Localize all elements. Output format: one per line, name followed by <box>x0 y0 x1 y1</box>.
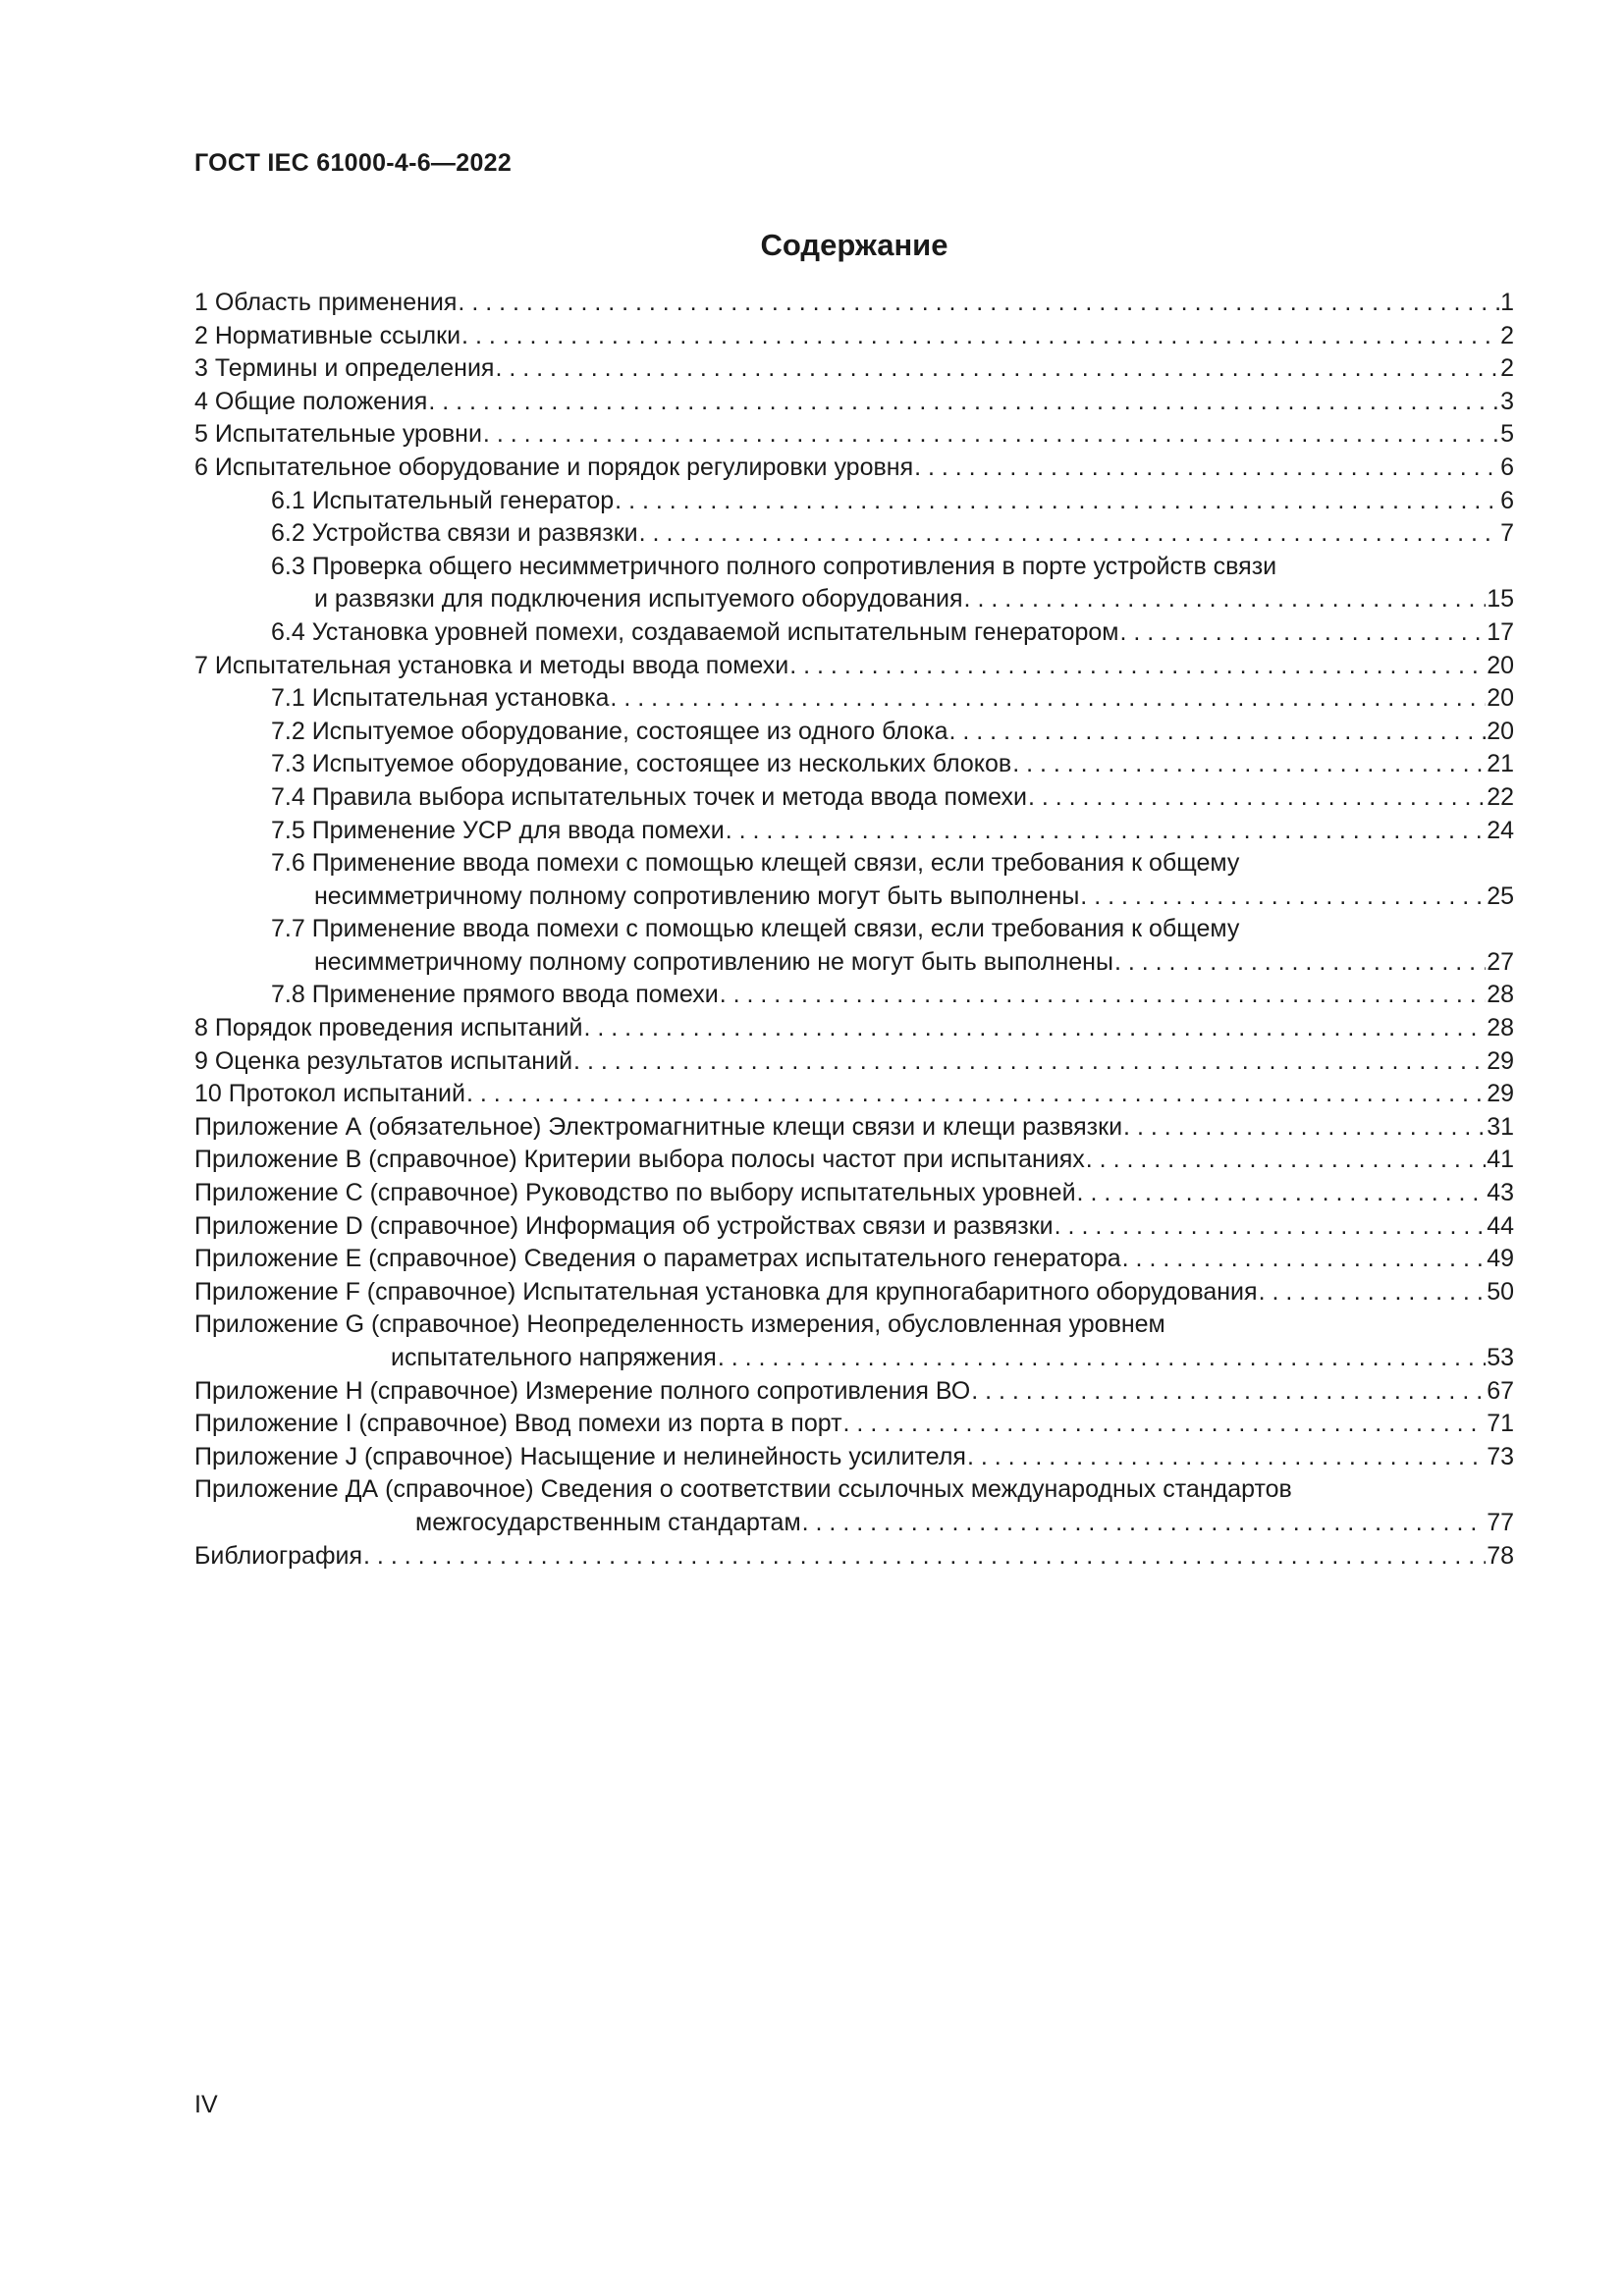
toc-entry-page: 20 <box>1487 684 1514 713</box>
toc-entry <box>194 517 1514 551</box>
toc-entry-title: Приложение D (справочное) Информация об устройствах связи и развязки <box>194 1211 1054 1240</box>
toc-entry <box>194 1177 1514 1210</box>
toc-leader-dots <box>789 650 1486 683</box>
toc-entry-page: 2 <box>1500 321 1514 349</box>
toc-leader-dots <box>1086 1144 1486 1177</box>
toc-entry-title: Приложение Н (справочное) Измерение полного сопротивления ВО <box>194 1376 971 1405</box>
toc-entry-title: Приложение ДА (справочное) Сведения о соответствии ссылочных международных стандартов <box>194 1475 1292 1504</box>
toc-entry-page: 50 <box>1487 1277 1514 1306</box>
toc-entry <box>194 287 1514 320</box>
toc-entry-page: 43 <box>1487 1179 1514 1207</box>
toc-leader-dots <box>914 452 1499 485</box>
toc-entry-page: 41 <box>1487 1146 1514 1174</box>
toc-leader-dots <box>1080 881 1486 914</box>
toc-leader-dots <box>1119 616 1486 650</box>
toc-entry-page: 44 <box>1487 1211 1514 1240</box>
toc-entry <box>194 748 1514 781</box>
toc-entry <box>194 650 1514 683</box>
toc-entry-title: 2 Нормативные ссылки <box>194 321 461 349</box>
toc-entry <box>194 1408 1514 1441</box>
document-code: ГОСТ IEC 61000-4-6—2022 <box>194 149 513 177</box>
toc-entry <box>194 1441 1514 1474</box>
toc-leader-dots <box>428 386 1499 419</box>
toc-entry-page: 5 <box>1500 420 1514 449</box>
toc-entry-title: испытательного напряжения <box>391 1344 717 1371</box>
toc-leader-dots <box>1122 1243 1487 1276</box>
toc-entry-page: 77 <box>1487 1508 1514 1536</box>
toc-entry <box>194 1243 1514 1276</box>
toc-leader-dots <box>573 1045 1486 1079</box>
toc-entry-title: 6.4 Установка уровней помехи, создаваемой испытательным генератором <box>271 617 1119 646</box>
toc-entry-page: 31 <box>1487 1112 1514 1141</box>
toc-leader-dots <box>1114 946 1486 980</box>
toc-leader-dots <box>1055 1210 1487 1244</box>
toc-entry-line <box>194 913 1514 946</box>
toc-entry-title: 7 Испытательная установка и методы ввода помехи <box>194 651 789 679</box>
toc-leader-dots <box>718 1342 1486 1375</box>
toc-entry-title: 7.6 Применение ввода помехи с помощью клещей связи, если требования к общему <box>271 849 1240 878</box>
toc-entry <box>194 682 1514 716</box>
toc-entry <box>194 386 1514 419</box>
table-of-contents <box>194 287 1514 1573</box>
toc-leader-dots <box>615 485 1499 518</box>
toc-entry-title: 9 Оценка результатов испытаний <box>194 1046 573 1075</box>
toc-leader-dots <box>483 418 1499 452</box>
toc-entry-title: Приложение А (обязательное) Электромагнитные клещи связи и клещи развязки <box>194 1112 1123 1141</box>
toc-leader-dots <box>720 979 1486 1012</box>
toc-entry-title: несимметричному полному сопротивлению могут быть выполнены <box>314 881 1080 910</box>
toc-leader-dots <box>1259 1276 1487 1309</box>
toc-leader-dots <box>949 716 1487 749</box>
toc-entry-page: 20 <box>1487 717 1514 745</box>
toc-entry-page: 7 <box>1500 519 1514 548</box>
toc-entry-title: 10 Протокол испытаний <box>194 1080 465 1108</box>
toc-leader-dots <box>802 1507 1487 1540</box>
toc-entry-page: 20 <box>1487 651 1514 679</box>
toc-leader-dots <box>1012 748 1486 781</box>
toc-entry-page: 15 <box>1487 585 1514 614</box>
toc-entry-page: 49 <box>1487 1245 1514 1273</box>
toc-leader-dots <box>726 815 1486 848</box>
toc-entry <box>194 1375 1514 1409</box>
toc-entry <box>194 452 1514 485</box>
toc-leader-dots <box>583 1012 1486 1045</box>
toc-entry <box>194 583 1514 616</box>
toc-leader-dots <box>458 287 1499 320</box>
toc-entry-page: 78 <box>1487 1541 1514 1570</box>
toc-entry-page: 2 <box>1500 354 1514 383</box>
toc-entry-page: 53 <box>1487 1344 1514 1371</box>
toc-entry <box>194 1111 1514 1145</box>
toc-leader-dots <box>1123 1111 1486 1145</box>
toc-title: Содержание <box>760 228 948 262</box>
toc-entry <box>194 1342 1514 1375</box>
toc-entry-title: 7.5 Применение УСР для ввода помехи <box>271 816 725 844</box>
toc-entry-page: 29 <box>1487 1080 1514 1108</box>
toc-leader-dots <box>466 1078 1486 1111</box>
toc-entry-page: 6 <box>1500 486 1514 514</box>
toc-entry-title: 5 Испытательные уровни <box>194 420 482 449</box>
toc-entry-title: Библиография <box>194 1541 363 1570</box>
toc-entry <box>194 1210 1514 1244</box>
toc-entry-page: 67 <box>1487 1376 1514 1405</box>
toc-entry-page: 21 <box>1487 750 1514 778</box>
toc-entry <box>194 320 1514 353</box>
toc-leader-dots <box>1077 1177 1487 1210</box>
toc-entry-title: 7.3 Испытуемое оборудование, состоящее из нескольких блоков <box>271 750 1012 778</box>
toc-entry <box>194 781 1514 815</box>
toc-entry-line <box>194 847 1514 881</box>
toc-entry-title: 3 Термины и определения <box>194 354 495 383</box>
toc-entry-title: Приложение J (справочное) Насыщение и нелинейность усилителя <box>194 1442 966 1470</box>
toc-entry-page: 1 <box>1500 289 1514 316</box>
toc-entry-title: несимметричному полному сопротивлению не могут быть выполнены <box>314 947 1113 976</box>
toc-entry-page: 24 <box>1487 816 1514 844</box>
toc-leader-dots <box>639 517 1499 551</box>
toc-leader-dots <box>843 1408 1487 1441</box>
toc-entry <box>194 946 1514 980</box>
toc-leader-dots <box>495 352 1499 386</box>
toc-entry <box>194 1045 1514 1079</box>
toc-entry <box>194 1276 1514 1309</box>
toc-entry-page: 73 <box>1487 1442 1514 1470</box>
toc-entry-title: 7.1 Испытательная установка <box>271 684 610 713</box>
toc-entry-title: 6 Испытательное оборудование и порядок регулировки уровня <box>194 453 914 481</box>
toc-entry <box>194 716 1514 749</box>
toc-entry-page: 29 <box>1487 1046 1514 1075</box>
toc-entry-title: Приложение G (справочное) Неопределенность измерения, обусловленная уровнем <box>194 1310 1165 1339</box>
toc-entry-title: 1 Область применения <box>194 289 458 316</box>
toc-entry-title: 6.1 Испытательный генератор <box>271 486 615 514</box>
toc-entry-title: 7.4 Правила выбора испытательных точек и метода ввода помехи <box>271 782 1027 811</box>
toc-entry-page: 71 <box>1487 1410 1514 1438</box>
toc-entry-title: 6.2 Устройства связи и развязки <box>271 519 638 548</box>
toc-entry-line <box>194 1308 1514 1342</box>
toc-entry <box>194 1540 1514 1574</box>
toc-entry-title: Приложение F (справочное) Испытательная установка для крупногабаритного оборудования <box>194 1277 1258 1306</box>
toc-entry <box>194 979 1514 1012</box>
toc-entry-line <box>194 1473 1514 1507</box>
toc-entry-title: 7.7 Применение ввода помехи с помощью клещей связи, если требования к общему <box>271 915 1240 943</box>
toc-entry <box>194 352 1514 386</box>
toc-entry-title: 6.3 Проверка общего несимметричного полного сопротивления в порте устройств связи <box>271 552 1277 580</box>
toc-entry-title: 7.2 Испытуемое оборудование, состоящее из одного блока <box>271 717 948 745</box>
toc-entry-title: и развязки для подключения испытуемого оборудования <box>314 585 963 614</box>
toc-entry-line <box>194 551 1514 584</box>
toc-entry <box>194 1507 1514 1540</box>
toc-leader-dots <box>964 583 1487 616</box>
toc-entry <box>194 815 1514 848</box>
toc-entry-title: 8 Порядок проведения испытаний <box>194 1014 583 1042</box>
toc-entry-page: 27 <box>1487 947 1514 976</box>
toc-entry-title: Приложение Е (справочное) Сведения о параметрах испытательного генератора <box>194 1245 1121 1273</box>
toc-entry <box>194 485 1514 518</box>
toc-entry <box>194 881 1514 914</box>
toc-entry-title: Приложение В (справочное) Критерии выбора полосы частот при испытаниях <box>194 1146 1085 1174</box>
toc-entry <box>194 616 1514 650</box>
toc-entry-page: 3 <box>1500 387 1514 415</box>
toc-leader-dots <box>363 1540 1486 1574</box>
toc-entry <box>194 1078 1514 1111</box>
toc-leader-dots <box>967 1441 1486 1474</box>
toc-entry-page: 22 <box>1487 782 1514 811</box>
toc-entry-page: 6 <box>1500 453 1514 481</box>
page-number: IV <box>194 2091 218 2118</box>
toc-entry <box>194 1012 1514 1045</box>
toc-leader-dots <box>971 1375 1486 1409</box>
toc-entry-page: 25 <box>1487 881 1514 910</box>
toc-leader-dots <box>610 682 1486 716</box>
toc-leader-dots <box>461 320 1499 353</box>
toc-entry-title: Приложение С (справочное) Руководство по выбору испытательных уровней <box>194 1179 1076 1207</box>
toc-entry <box>194 418 1514 452</box>
toc-leader-dots <box>1028 781 1486 815</box>
toc-entry-page: 28 <box>1487 981 1514 1009</box>
toc-entry-title: 4 Общие положения <box>194 387 428 415</box>
toc-entry-title: межгосударственным стандартам <box>415 1508 801 1536</box>
toc-entry-page: 17 <box>1487 617 1514 646</box>
toc-entry-title: 7.8 Применение прямого ввода помехи <box>271 981 719 1009</box>
toc-entry-page: 28 <box>1487 1014 1514 1042</box>
toc-entry-title: Приложение I (справочное) Ввод помехи из порта в порт <box>194 1410 842 1438</box>
toc-entry <box>194 1144 1514 1177</box>
